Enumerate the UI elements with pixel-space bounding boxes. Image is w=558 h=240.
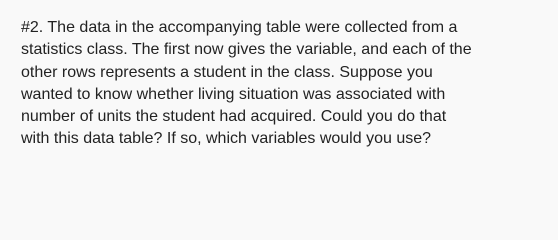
question-line: statistics class. The first now gives the variable, and each of the	[21, 41, 472, 59]
question-line: with this data table? If so, which variables would you use?	[21, 130, 432, 148]
question-line: other rows represents a student in the class. Suppose you	[21, 63, 433, 81]
question-text	[21, 17, 556, 151]
question-line: #2. The data in the accompanying table were collected from a	[21, 19, 458, 36]
question-line: wanted to know whether living situation was associated with	[21, 85, 446, 103]
question-line: number of units the student had acquired. Could you do that	[21, 108, 447, 126]
